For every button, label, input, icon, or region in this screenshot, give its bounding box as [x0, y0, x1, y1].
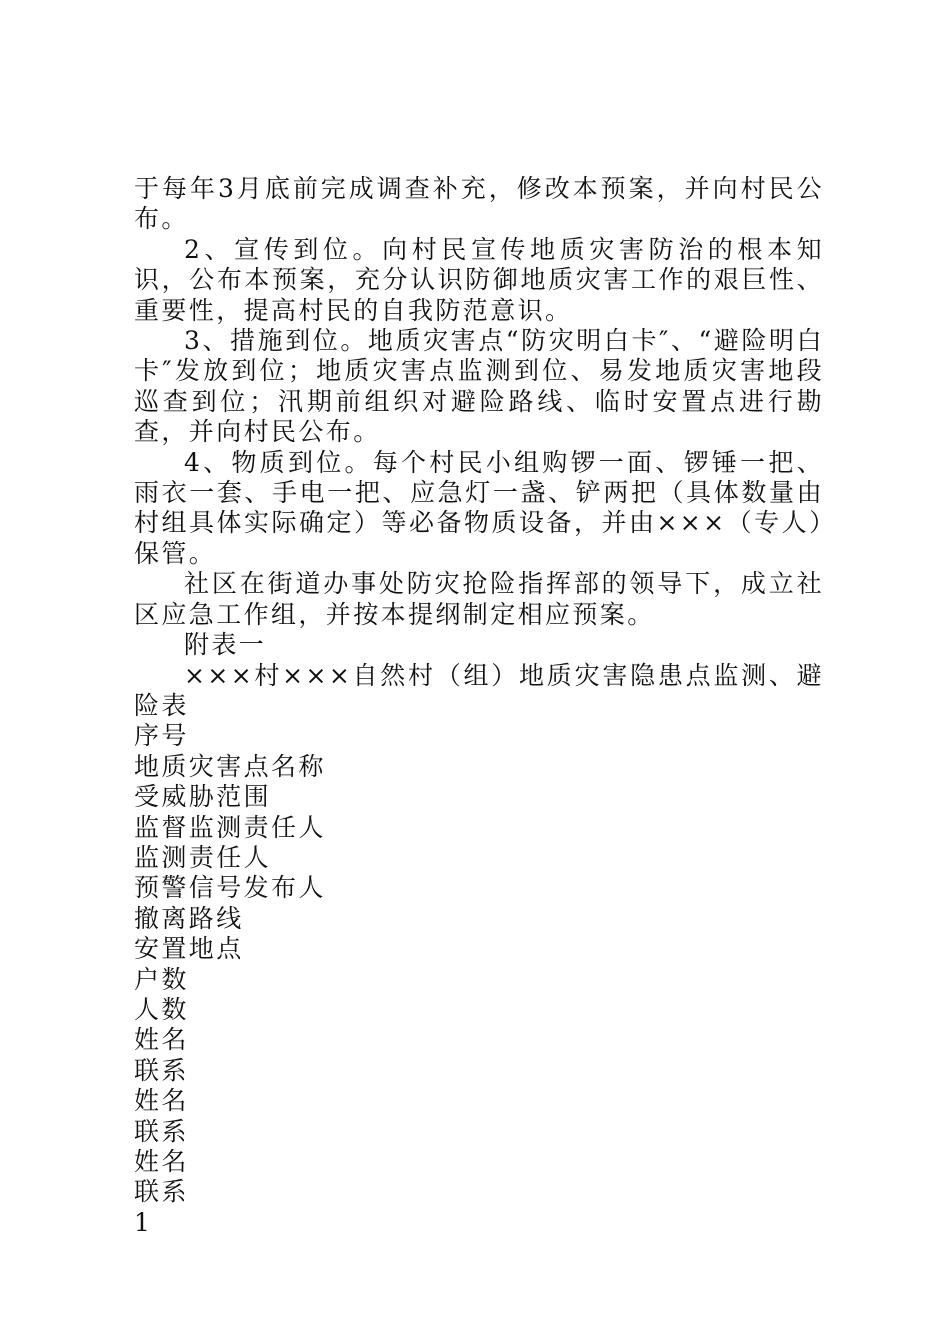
paragraph-survey: 于每年3月底前完成调查补充，修改本预案，并向村民公布。	[134, 174, 824, 234]
field-serial: 序号	[134, 721, 189, 751]
field-monitor: 监测责任人	[134, 842, 272, 872]
field-contact-3: 联系	[134, 1177, 189, 1207]
field-supervisor: 监督监测责任人	[134, 812, 326, 842]
field-households: 户数	[134, 964, 189, 994]
paragraph-publicity: 2、宣传到位。向村民宣传地质灾害防治的根本知识，公布本预案，充分认识防御地质灾害工作的艰巨性、重要性，提高村民的自我防范意识。	[134, 234, 824, 325]
row-number-1: 1	[134, 1207, 153, 1237]
document-body	[134, 174, 824, 1238]
field-contact-2: 联系	[134, 1116, 189, 1146]
appendix-label: 附表一	[184, 630, 267, 660]
field-threat-scope: 受威胁范围	[134, 782, 272, 812]
field-people: 人数	[134, 994, 189, 1024]
paragraph-materials: 4、物质到位。每个村民小组购锣一面、锣锤一把、雨衣一套、手电一把、应急灯一盏、铲两把（具体数量由村组具体实际确定）等必备物质设备，并由×××（专人）保管。	[134, 447, 824, 568]
field-contact-1: 联系	[134, 1055, 189, 1085]
field-hazard-name: 地质灾害点名称	[134, 751, 326, 781]
paragraph-community: 社区在街道办事处防灾抢险指挥部的领导下，成立社区应急工作组，并按本提纲制定相应预案。	[134, 569, 824, 629]
field-name-3: 姓名	[134, 1147, 189, 1176]
table-field-list	[134, 721, 824, 1238]
field-warning-issuer: 预警信号发布人	[134, 873, 326, 903]
paragraph-measures: 3、措施到位。地质灾害点“防灾明白卡″、“避险明白卡″发放到位；地质灾害点监测到位、易发地质灾害地段巡查到位；汛期前组织对避险路线、临时安置点进行勘查，并向村民公布。	[134, 326, 824, 447]
field-evacuation-route: 撤离路线	[134, 903, 244, 933]
field-shelter: 安置地点	[134, 934, 244, 964]
table-title: ×××村×××自然村（组）地质灾害隐患点监测、避险表	[134, 660, 824, 720]
field-name-2: 姓名	[134, 1086, 189, 1116]
field-name-1: 姓名	[134, 1025, 189, 1055]
